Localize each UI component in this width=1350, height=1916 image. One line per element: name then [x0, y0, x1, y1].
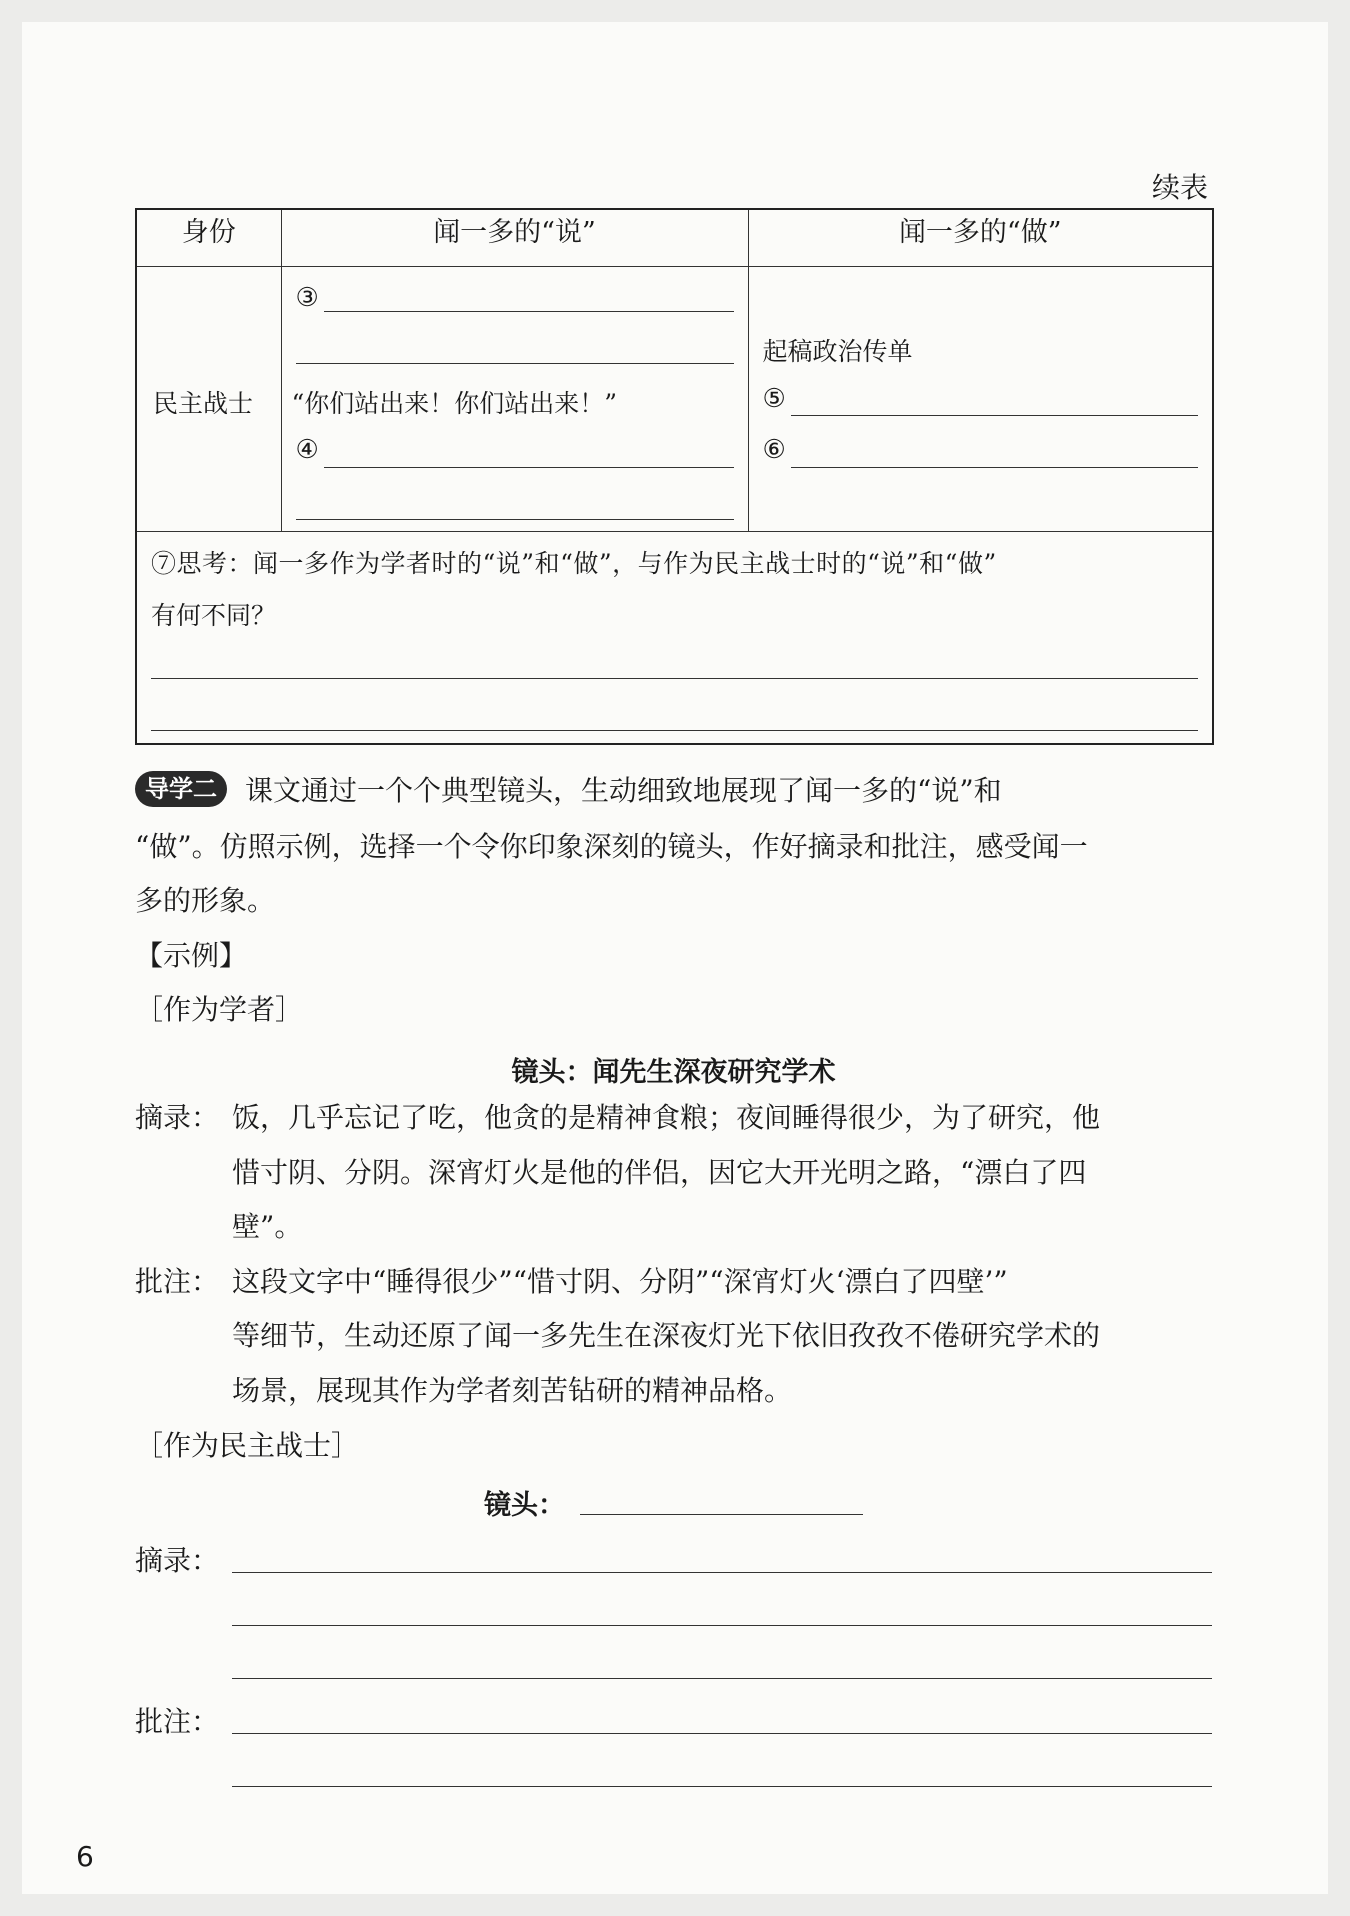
guide2-line3: 多的形象。	[135, 884, 276, 917]
thinking-question-line1: ⑦思考：闻一多作为学者时的“说”和“做”，与作为民主战士时的“说”和“做”	[151, 549, 997, 578]
annotation-line3: 场景，展现其作为学者刻苦钻研的精神品格。	[232, 1374, 793, 1407]
page-number: 6	[76, 1840, 94, 1873]
thinking-cell	[136, 532, 1213, 744]
blank-5-number: ⑤	[762, 384, 786, 414]
answer-line-3b[interactable]	[296, 363, 734, 364]
say-cell	[281, 267, 748, 532]
answer-line-5[interactable]	[791, 415, 1199, 416]
do-cell	[748, 267, 1213, 532]
excerpt-label: 摘录：	[135, 1101, 220, 1134]
annotation-line2: 等细节，生动还原了闻一多先生在深夜灯光下依旧孜孜不倦研究学术的	[232, 1319, 1101, 1352]
as-scholar-heading: ［作为学者］	[135, 993, 304, 1026]
identity-table	[135, 208, 1214, 745]
guide2-text1: 课文通过一个个典型镜头，生动细致地展现了闻一多的“说”和	[245, 774, 1002, 807]
answer-line-3a[interactable]	[324, 311, 734, 312]
answer-line-4b[interactable]	[296, 519, 734, 520]
answer-line-6[interactable]	[791, 467, 1199, 468]
header-do: 闻一多的“做”	[748, 209, 1213, 267]
scene1-title: 镜头：闻先生深夜研究学术	[511, 1057, 836, 1088]
table-header-row	[136, 209, 1213, 267]
row-label: 民主战士	[153, 389, 254, 418]
example-label: 【示例】	[135, 939, 248, 972]
excerpt-line3: 壁”。	[232, 1210, 303, 1243]
thinking-question-line2: 有何不同？	[151, 601, 277, 630]
excerpt-line1: 饭，几乎忘记了吃，他贪的是精神食粮；夜间睡得很少，为了研究，他	[232, 1101, 1101, 1134]
header-say: 闻一多的“说”	[281, 209, 748, 267]
table-row-thinking	[136, 532, 1213, 744]
blank-3-number: ③	[295, 283, 319, 313]
blank-6-number: ⑥	[762, 435, 786, 465]
do-text: 起稿政治传单	[762, 337, 913, 366]
row-label-cell	[136, 267, 281, 532]
quote-text: “你们站出来！你们站出来！”	[291, 389, 618, 418]
excerpt2-label: 摘录：	[135, 1544, 220, 1577]
answer-line-4a[interactable]	[324, 467, 734, 468]
guide2-badge: 导学二	[135, 771, 227, 807]
excerpt2-line3[interactable]	[232, 1678, 1212, 1679]
annotation2-line2[interactable]	[232, 1786, 1212, 1787]
continued-table-label: 续表	[1152, 171, 1209, 204]
excerpt-line2: 惜寸阴、分阴。深宵灯火是他的伴侣，因它大开光明之路，“漂白了四	[232, 1156, 1087, 1189]
guide2-line2: “做”。仿照示例，选择一个令你印象深刻的镜头，作好摘录和批注，感受闻一	[135, 830, 1088, 863]
header-identity: 身份	[136, 209, 281, 267]
annotation-line1: 这段文字中“睡得很少”“惜寸阴、分阴”“深宵灯火‘漂白了四壁’”	[232, 1265, 1008, 1298]
as-fighter-heading: ［作为民主战士］	[135, 1429, 360, 1462]
blank-4-number: ④	[295, 435, 319, 465]
thinking-answer-line2[interactable]	[151, 730, 1198, 731]
table-row-fighter	[136, 267, 1213, 532]
annotation-label: 批注：	[135, 1265, 220, 1298]
thinking-answer-line1[interactable]	[151, 678, 1198, 679]
annotation2-line1[interactable]	[232, 1733, 1212, 1734]
scene2-title-line[interactable]	[580, 1514, 863, 1515]
excerpt2-line1[interactable]	[232, 1572, 1212, 1573]
excerpt2-line2[interactable]	[232, 1625, 1212, 1626]
annotation2-label: 批注：	[135, 1705, 220, 1738]
guide2-line1	[135, 763, 1215, 818]
scene2-label: 镜头：	[484, 1490, 565, 1521]
